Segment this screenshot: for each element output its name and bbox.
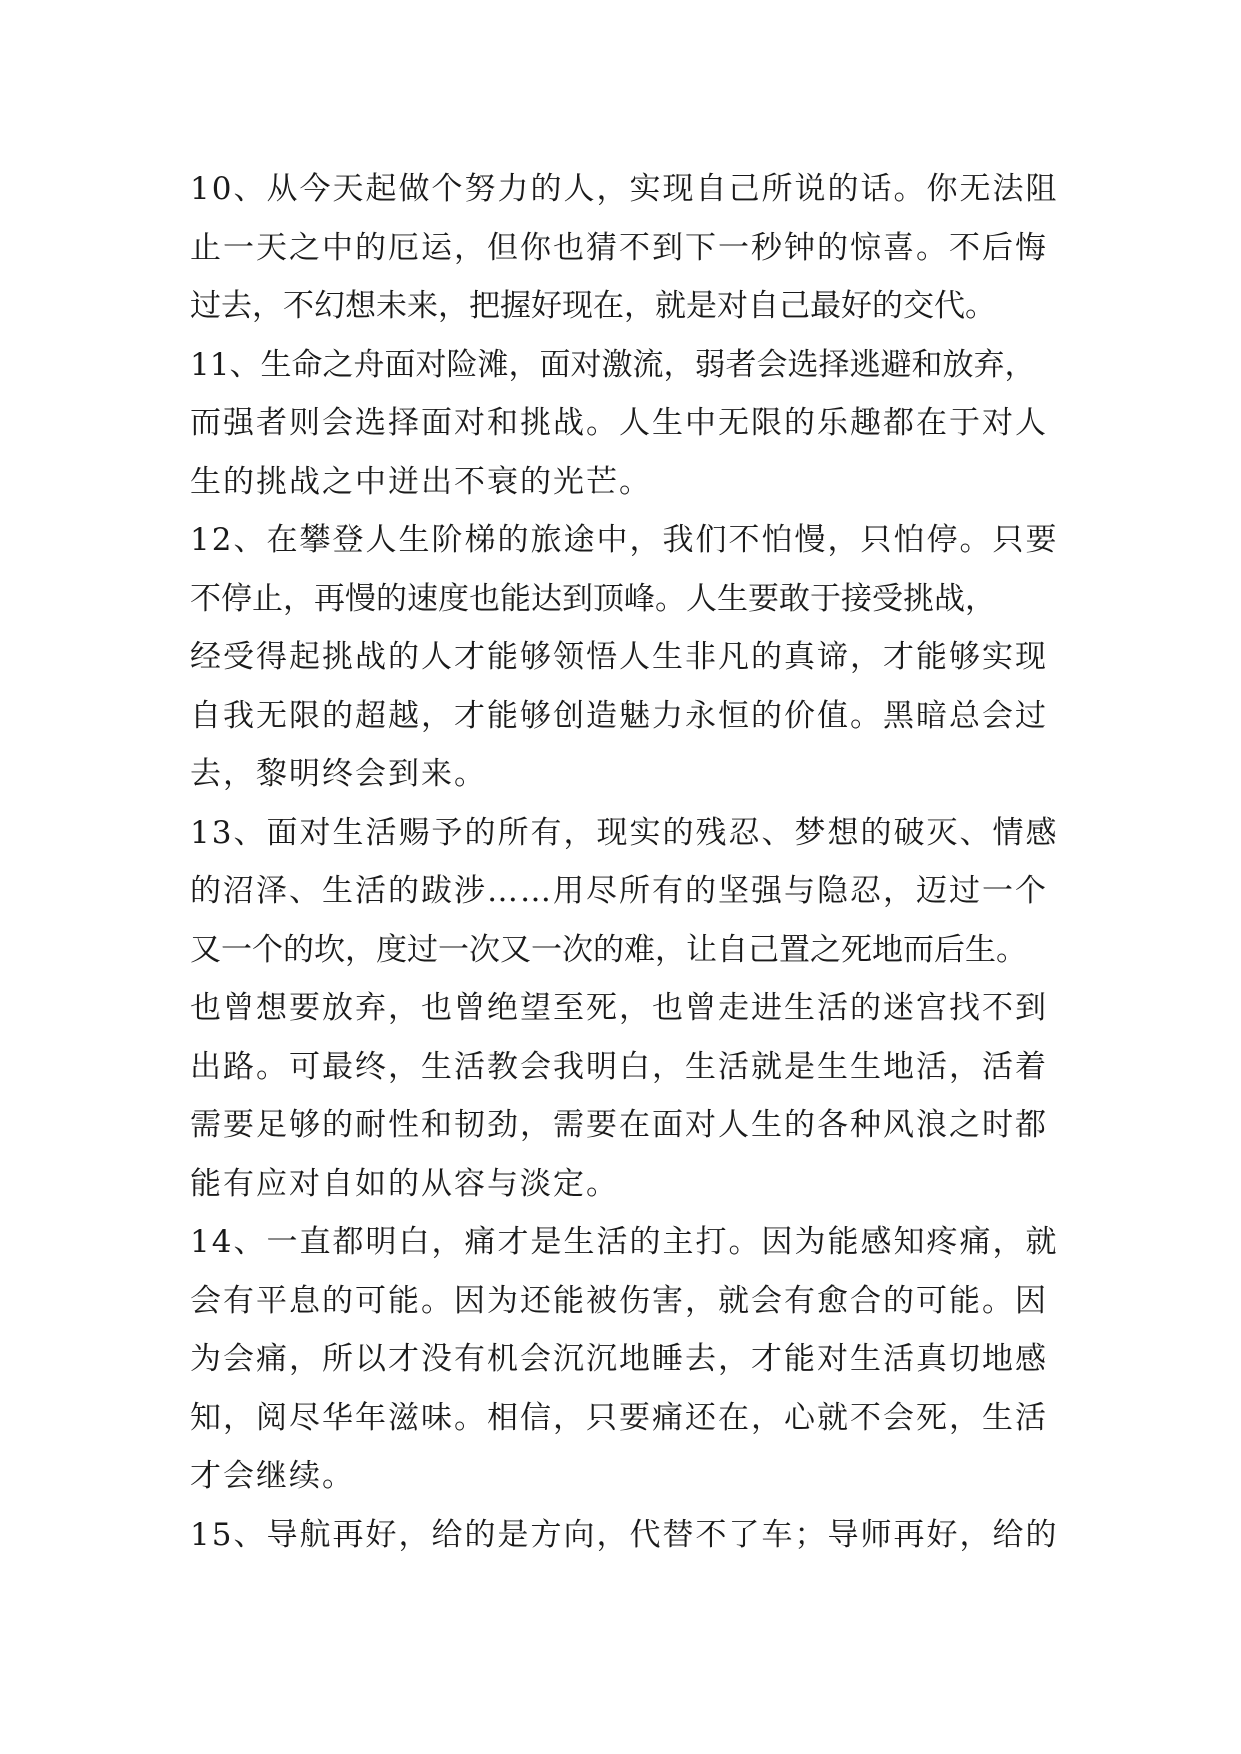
- text-line: 不停止，再慢的速度也能达到顶峰。人生要敢于接受挑战，: [190, 580, 996, 617]
- text-line: 会有平息的可能。因为还能被伤害，就会有愈合的可能。因: [190, 1282, 1048, 1319]
- text-line: 止一天之中的厄运，但你也猜不到下一秒钟的惊喜。不后悔: [190, 229, 1048, 266]
- text-line: 又一个的坎，度过一次又一次的难，让自己置之死地而后生。: [190, 931, 1027, 968]
- text-line: 为会痛，所以才没有机会沉沉地睡去，才能对生活真切地感: [190, 1341, 1048, 1377]
- body-text: [190, 160, 1070, 1564]
- text-line: 11、生命之舟面对险滩，面对激流，弱者会选择逃避和放弃，: [190, 346, 1036, 383]
- text-line: 过去，不幻想未来，把握好现在，就是对自己最好的交代。: [190, 288, 996, 324]
- text-line: 也曾想要放弃，也曾绝望至死，也曾走进生活的迷宫找不到: [190, 990, 1048, 1026]
- text-line: 13、面对生活赐予的所有，现实的残忍、梦想的破灭、情感: [190, 814, 1059, 851]
- text-line: 去，黎明终会到来。: [190, 756, 487, 792]
- text-line: 经受得起挑战的人才能够领悟人生非凡的真谛，才能够实现: [190, 639, 1048, 675]
- text-line: 而强者则会选择面对和挑战。人生中无限的乐趣都在于对人: [190, 405, 1048, 441]
- text-line: 才会继续。: [190, 1458, 355, 1494]
- text-line: 15、导航再好，给的是方向，代替不了车；导师再好，给的: [190, 1516, 1059, 1553]
- text-line: 的沼泽、生活的跋涉……用尽所有的坚强与隐忍，迈过一个: [190, 873, 1048, 909]
- text-line: 生的挑战之中迸出不衰的光芒。: [190, 463, 652, 500]
- text-line: 14、一直都明白，痛才是生活的主打。因为能感知疼痛，就: [190, 1224, 1059, 1260]
- text-line: 自我无限的超越，才能够创造魅力永恒的价值。黑暗总会过: [190, 697, 1048, 734]
- text-line: 知，阅尽华年滋味。相信，只要痛还在，心就不会死，生活: [190, 1399, 1048, 1436]
- text-line: 12、在攀登人生阶梯的旅途中，我们不怕慢，只怕停。只要: [190, 522, 1059, 558]
- text-line: 出路。可最终，生活教会我明白，生活就是生生地活，活着: [190, 1048, 1048, 1085]
- text-line: 10、从今天起做个努力的人，实现自己所说的话。你无法阻: [190, 171, 1059, 207]
- text-line: 能有应对自如的从容与淡定。: [190, 1165, 619, 1202]
- text-line: 需要足够的耐性和韧劲，需要在面对人生的各种风浪之时都: [190, 1107, 1048, 1143]
